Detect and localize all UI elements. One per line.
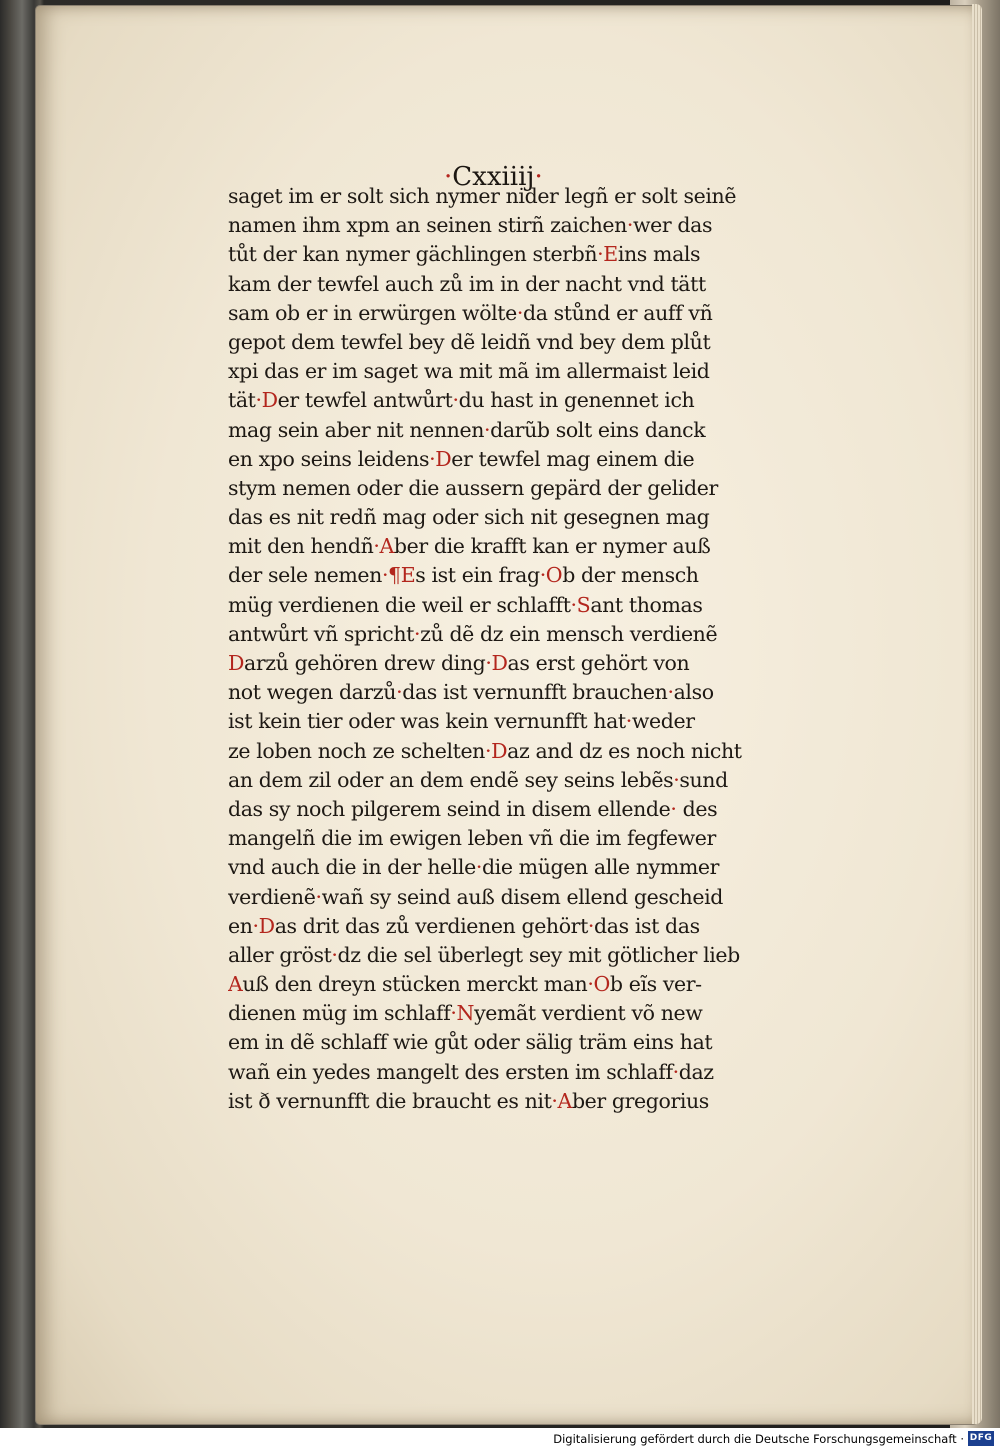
text-segment: du hast in genennet ich <box>458 388 695 413</box>
text-segment: b eĩs ver- <box>609 972 702 997</box>
text-segment: namen ihm xpm an seinen stirñ zaichen <box>228 213 627 238</box>
rubricated-segment: · <box>331 942 338 967</box>
rubricated-segment: ·A <box>373 534 394 559</box>
text-line <box>228 591 788 620</box>
text-segment: tůt der kan nymer gächlingen sterbñ <box>228 242 598 267</box>
text-segment: ant thomas <box>590 592 703 617</box>
text-line <box>228 766 788 795</box>
text-segment: ist ð vernunfft die braucht es nit <box>228 1088 552 1113</box>
text-segment: s ist ein frag <box>415 563 540 588</box>
text-segment: stym nemen oder die aussern gepärd der gelider <box>228 475 718 500</box>
text-segment: das ist das <box>594 913 700 938</box>
text-line <box>228 561 788 590</box>
text-segment: dz die sel überlegt sey mit götlicher lieb <box>337 942 740 967</box>
rubricated-segment: ·O <box>539 563 563 588</box>
text-line <box>228 999 788 1028</box>
text-line <box>228 795 788 824</box>
text-segment: saget im er solt sich nymer nider legñ er solt seinẽ <box>228 184 737 208</box>
page-edges <box>972 4 982 1424</box>
text-line <box>228 270 788 299</box>
text-segment: ber gregorius <box>571 1088 709 1113</box>
text-segment: dienen müg im schlaff <box>228 1001 451 1026</box>
text-segment: as drit das zů verdienen gehört <box>274 913 588 938</box>
text-segment: en xpo seins leidens <box>228 446 430 471</box>
text-segment: antwůrt vñ spricht <box>228 621 414 646</box>
text-segment: aller gröst <box>228 942 332 967</box>
text-segment: kam der tewfel auch zů im in der nacht vnd tätt <box>228 271 706 296</box>
rubricated-segment: · <box>396 680 403 705</box>
text-line <box>228 357 788 386</box>
rubricated-segment: · <box>452 388 459 413</box>
text-segment: des <box>676 796 718 821</box>
text-line <box>228 912 788 941</box>
text-segment: ist kein tier oder was kein vernunfft hat <box>228 709 626 734</box>
text-segment: ber die krafft kan er nymer auß <box>393 534 711 559</box>
text-segment: wañ ein yedes mangelt des ersten im schlaff <box>228 1059 673 1084</box>
text-line <box>228 883 788 912</box>
text-line <box>228 240 788 269</box>
rubricated-segment: · <box>315 884 322 909</box>
text-segment: as erst gehört von <box>507 651 690 675</box>
rubricated-segment: · <box>625 709 632 734</box>
text-line <box>228 445 788 474</box>
text-segment: ins mals <box>617 242 701 267</box>
rubricated-segment: D <box>228 651 245 675</box>
text-segment: arzů gehören drew ding <box>244 651 486 675</box>
rubricated-segment: ·A <box>551 1088 572 1113</box>
folio-numeral: Cxxiiij <box>452 162 535 192</box>
rubricated-segment: · <box>672 1059 679 1084</box>
rubricated-segment: A <box>228 972 243 997</box>
text-segment: mangelñ die im ewigen leben vñ die im fegfewer <box>228 826 716 851</box>
funding-note: Digitalisierung gefördert durch die Deutsche Forschungsgemeinschaft · <box>553 1432 964 1446</box>
text-line <box>228 211 788 240</box>
text-segment: en <box>228 913 253 938</box>
rubricated-segment: · <box>626 213 634 238</box>
rubricated-segment: ·D <box>429 446 452 471</box>
text-segment: ze loben noch ze schelten <box>228 738 485 763</box>
text-line <box>228 737 788 766</box>
rubricated-segment: ·D <box>255 388 278 413</box>
text-segment: mit den hendñ <box>228 534 374 559</box>
rubricated-segment: · <box>484 417 491 442</box>
text-line <box>228 386 788 415</box>
text-segment: wer das <box>633 213 713 238</box>
rubricated-segment: · <box>587 913 595 938</box>
text-line <box>228 824 788 853</box>
text-segment: an dem zil oder an dem endẽ sey seins lebẽs <box>228 767 674 792</box>
text-segment: müg verdienen die weil er schlafft <box>228 592 571 617</box>
text-line <box>228 707 788 736</box>
text-segment: mag sein aber nit nennen <box>228 417 485 442</box>
rubricated-segment: ·D <box>485 651 508 675</box>
text-line <box>228 1028 788 1057</box>
text-line <box>228 1058 788 1087</box>
text-line <box>228 299 788 328</box>
text-segment: yemãt verdient võ new <box>474 1001 703 1026</box>
text-line <box>228 503 788 532</box>
text-line <box>228 182 788 211</box>
text-line <box>228 474 788 503</box>
text-segment: xpi das er im saget wa mit mã im allermaist leid <box>228 359 710 384</box>
rubricated-segment: · <box>516 300 523 325</box>
rubricated-segment: · <box>414 621 421 646</box>
rubricated-segment: ·O <box>587 972 610 997</box>
text-segment: der sele nemen <box>228 563 382 588</box>
text-segment: b der mensch <box>562 563 699 588</box>
text-segment: das ist vernunfft brauchen <box>402 680 668 705</box>
text-line <box>228 1087 788 1116</box>
text-segment: zů dẽ dz ein mensch verdienẽ <box>420 621 718 646</box>
folio-point-left: · <box>444 162 453 192</box>
text-segment: tät <box>228 388 256 413</box>
text-line <box>228 416 788 445</box>
text-line <box>228 970 788 999</box>
rubricated-segment: · <box>673 767 680 792</box>
footer-bar <box>0 1428 1000 1450</box>
rubricated-segment: ·¶E <box>381 563 416 588</box>
text-line <box>228 941 788 970</box>
rubricated-segment: · <box>667 680 674 705</box>
rubricated-segment: · <box>670 796 677 821</box>
text-segment: verdienẽ <box>228 884 316 909</box>
text-segment: das es nit redñ mag oder sich nit gesegnen mag <box>228 505 710 530</box>
rubricated-segment: · <box>475 855 482 880</box>
rubricated-segment: ·S <box>570 592 591 617</box>
text-segment: er tewfel mag einem die <box>451 446 695 471</box>
text-segment: gepot dem tewfel bey dẽ leidñ vnd bey dem plůt <box>228 329 711 354</box>
text-segment: daz <box>678 1059 714 1084</box>
text-segment: also <box>673 680 714 705</box>
text-segment: weder <box>631 709 695 734</box>
text-segment: wañ sy seind auß disem ellend gescheid <box>321 884 723 909</box>
text-segment: em in dẽ schlaff wie gůt oder sälig träm eins hat <box>228 1030 713 1055</box>
text-segment: da stůnd er auff vñ <box>523 300 713 325</box>
text-segment: vnd auch die in der helle <box>228 855 476 880</box>
rubricated-segment: ·D <box>252 913 275 938</box>
folio-point-right: · <box>534 162 543 192</box>
text-segment: darũb solt eins danck <box>490 417 706 442</box>
text-block <box>228 182 788 1116</box>
text-line <box>228 620 788 649</box>
text-segment: er tewfel antwůrt <box>277 388 453 413</box>
text-line <box>228 853 788 882</box>
text-line <box>228 532 788 561</box>
text-segment: not wegen darzů <box>228 680 397 705</box>
text-segment: sund <box>679 767 728 792</box>
text-segment: az and dz es noch nicht <box>507 738 742 763</box>
text-segment: das sy noch pilgerem seind in disem ellende <box>228 796 671 821</box>
dfg-logo: DFG <box>968 1431 994 1446</box>
text-line <box>228 328 788 357</box>
text-segment: sam ob er in erwürgen wölte <box>228 300 517 325</box>
text-segment: uß den dreyn stücken merckt man <box>242 972 588 997</box>
rubricated-segment: ·N <box>450 1001 475 1026</box>
text-line <box>228 649 788 678</box>
text-line <box>228 678 788 707</box>
rubricated-segment: ·E <box>597 242 618 267</box>
text-segment: die mügen alle nymmer <box>481 855 720 880</box>
rubricated-segment: ·D <box>484 738 508 763</box>
